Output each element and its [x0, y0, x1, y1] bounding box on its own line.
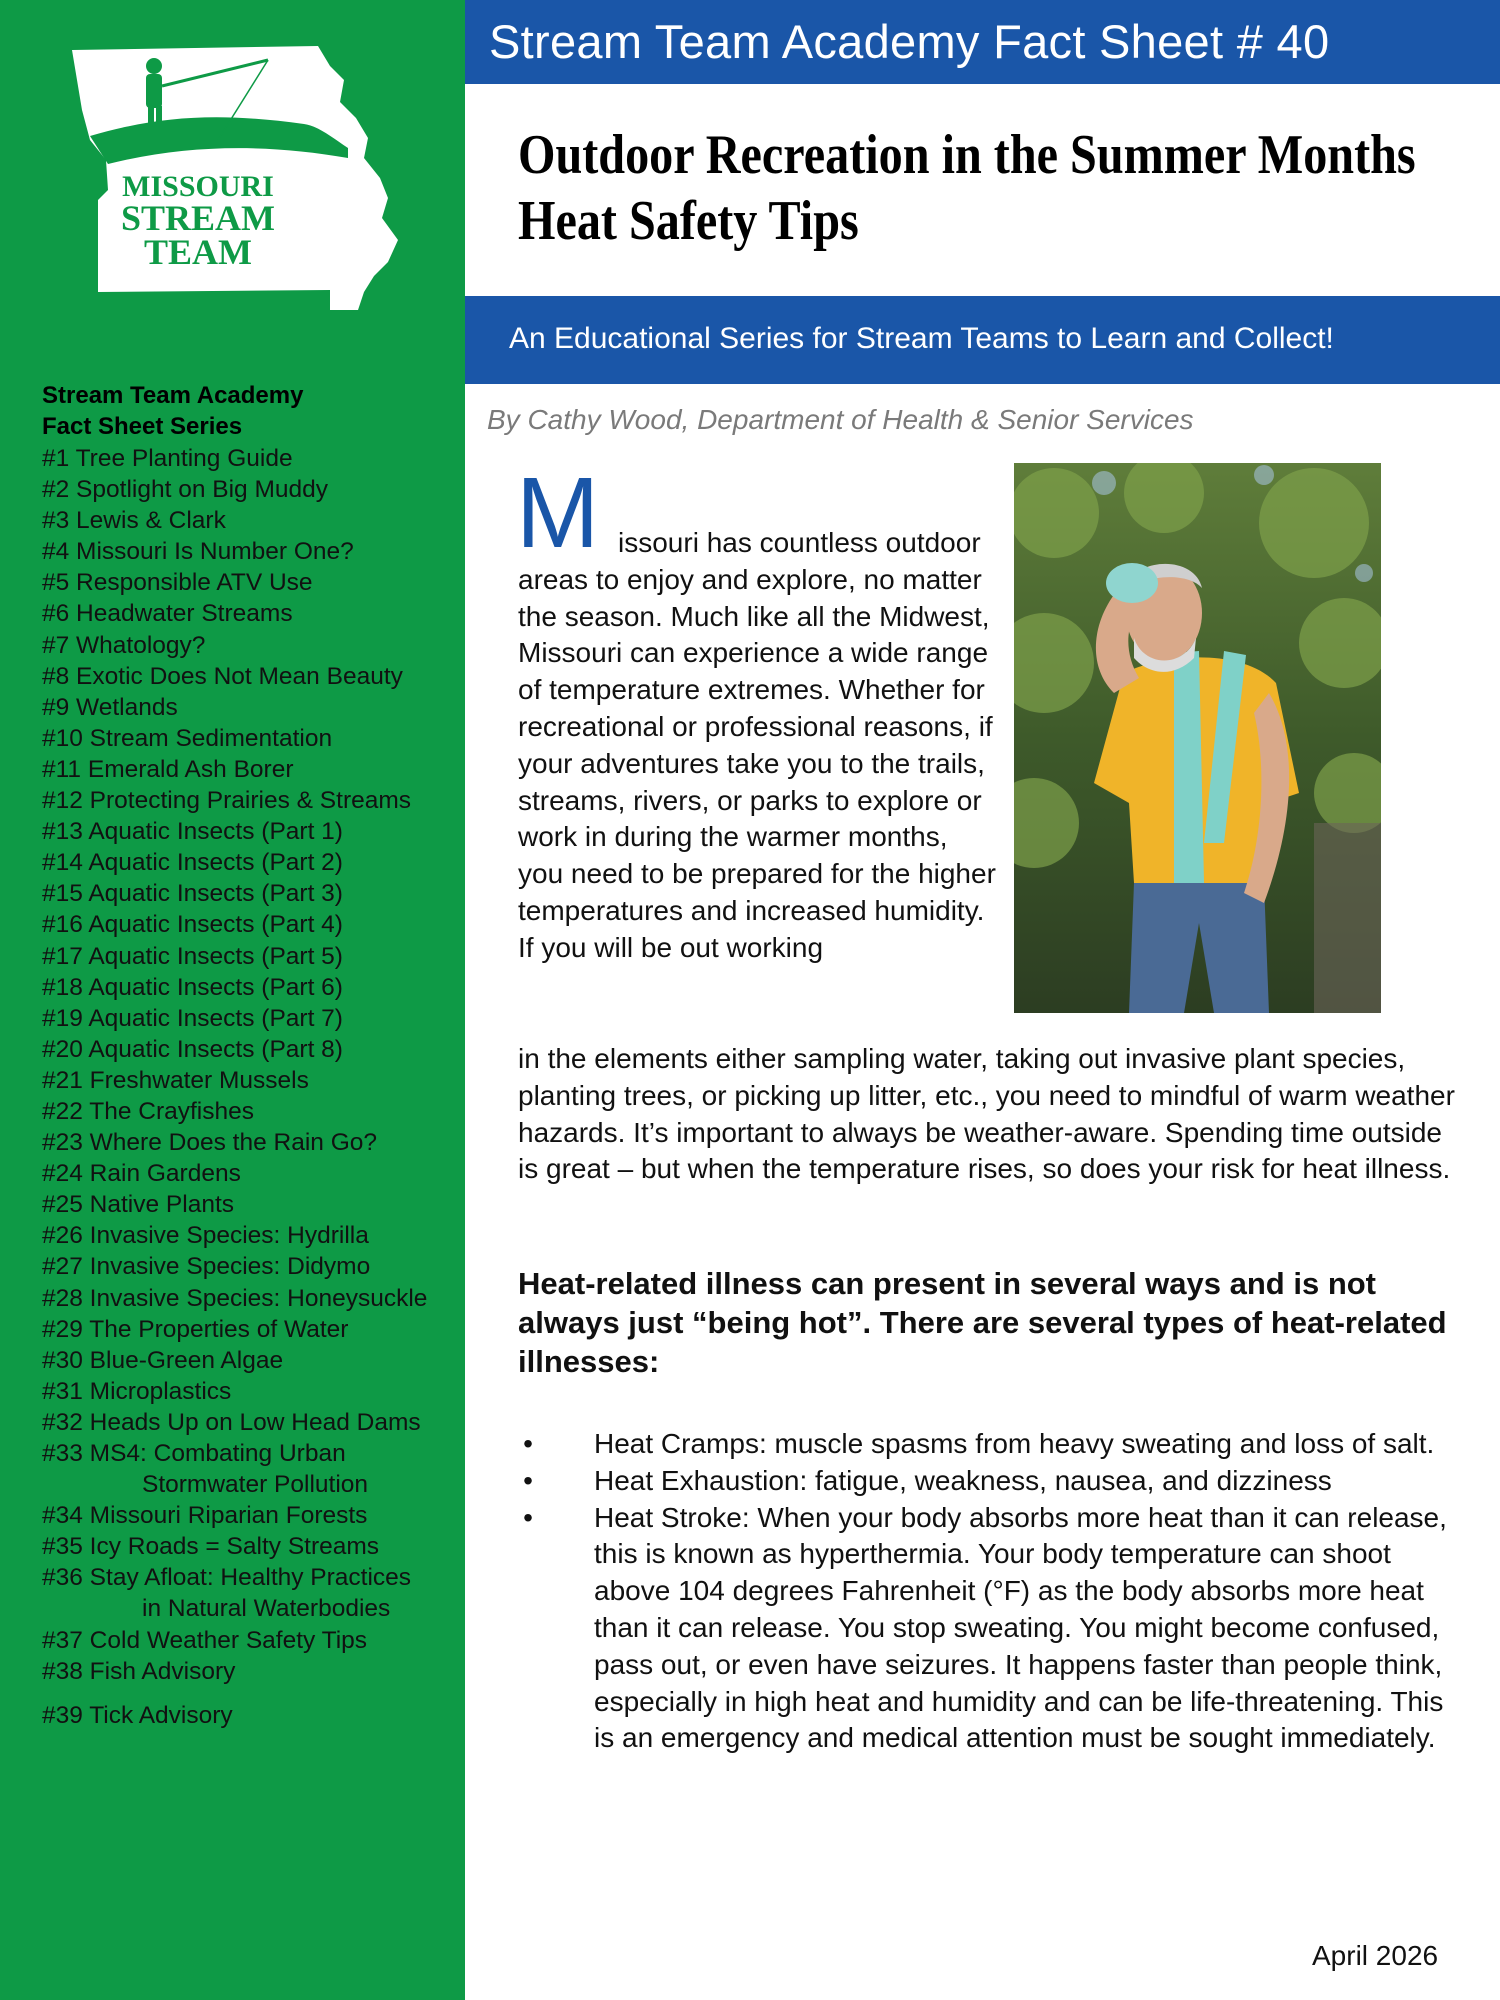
page-title-line1: Outdoor Recreation in the Summer Months — [518, 124, 1416, 186]
series-item-continuation — [42, 1593, 457, 1624]
series-item: #27 Invasive Species: Didymo — [42, 1253, 371, 1281]
logo-text-team: TEAM — [144, 232, 252, 272]
publication-date: April 2026 — [1312, 1940, 1439, 1971]
series-item-continuation — [42, 1469, 457, 1500]
illness-item-heat-cramps — [518, 1426, 1458, 1463]
series-item: #11 Emerald Ash Borer — [42, 755, 294, 783]
subtitle-bar — [465, 296, 1500, 384]
series-item: #28 Invasive Species: Honeysuckle — [42, 1284, 428, 1312]
series-item: #10 Stream Sedimentation — [42, 724, 333, 752]
series-item: #20 Aquatic Insects (Part 8) — [42, 1035, 343, 1063]
fact-sheet-number: Stream Team Academy Fact Sheet # 40 — [489, 15, 1330, 68]
section-heading: Heat-related illness can present in several ways and is not always just “being hot”. There are several types of heat-related illnesses: — [518, 1266, 1447, 1379]
logo-text-stream: STREAM — [120, 198, 276, 238]
series-item: #19 Aquatic Insects (Part 7) — [42, 1004, 343, 1032]
series-item: #18 Aquatic Insects (Part 6) — [42, 973, 343, 1001]
series-item: #36 Stay Afloat: Healthy Practices — [42, 1564, 412, 1592]
series-item: #34 Missouri Riparian Forests — [42, 1502, 368, 1530]
series-item: #2 Spotlight on Big Muddy — [42, 476, 329, 504]
illness-list — [518, 1426, 1458, 1757]
series-item: #35 Icy Roads = Salty Streams — [42, 1533, 380, 1561]
series-item: #8 Exotic Does Not Mean Beauty — [42, 662, 403, 690]
series-item: #1 Tree Planting Guide — [42, 445, 293, 472]
series-item-continuation-text: in Natural Waterbodies — [142, 1595, 391, 1623]
series-item: #25 Native Plants — [42, 1191, 235, 1219]
intro-paragraph-continued: in the elements either sampling water, taking out invasive plant species, planting trees, or picking up litter, etc., you need to mindful of warm weather hazards. It’s important to always be weather-aware. Spending time outside is great – but when the temperature rises, so does your risk for heat illness. — [518, 1043, 1455, 1185]
intro-paragraph: issouri has countless outdoor areas to enjoy and explore, no matter the season. Much like all the Midwest, Missouri can experience a wide range of temperature extremes. Whether for recreational or professional reasons, if your adventures take you to the trails, streams, rivers, or parks to explore or work in during the warmer months, you need to be prepared for the higher temperatures and increased humidity. If you will be out working — [518, 527, 996, 963]
series-item: #39 Tick Advisory — [42, 1701, 233, 1729]
series-item-continuation-text: Stormwater Pollution — [142, 1471, 369, 1499]
series-item: #21 Freshwater Mussels — [42, 1066, 309, 1094]
series-item: #3 Lewis & Clark — [42, 507, 226, 535]
series-item: #9 Wetlands — [42, 693, 178, 721]
series-item: #37 Cold Weather Safety Tips — [42, 1626, 368, 1654]
fisherman-icon — [146, 58, 162, 126]
series-item: #24 Rain Gardens — [42, 1160, 241, 1188]
series-item: #30 Blue-Green Algae — [42, 1346, 284, 1374]
missouri-stream-team-logo — [68, 40, 408, 350]
illness-item-text: Heat Stroke: When your body absorbs more heat than it can release, this is known as hyperthermia. Your body temperature can shoot above 104 degrees Fahrenheit (°F) as the body absorbs more heat than it can release. You stop sweating. You might become confused, pass out, or even have seizures. It happens faster than people think, especially in high heat and humidity and can be life-threatening. This is an emergency and medical attention must be sought immediately. — [594, 1501, 1447, 1754]
bullet-icon: • — [523, 1464, 533, 1496]
bullet-icon: • — [523, 1501, 533, 1533]
series-heading-line2: Fact Sheet Series — [42, 413, 243, 440]
series-item: #33 MS4: Combating Urban — [42, 1440, 346, 1467]
header-bar — [465, 0, 1500, 84]
logo-text-missouri: MISSOURI — [122, 170, 274, 203]
series-item: #7 Whatology? — [42, 631, 206, 659]
series-list — [42, 443, 457, 1731]
series-heading-line1: Stream Team Academy — [42, 382, 304, 409]
series-item: #13 Aquatic Insects (Part 1) — [42, 818, 343, 846]
series-heading — [42, 380, 452, 442]
series-item: #22 The Crayfishes — [42, 1097, 254, 1125]
sidebar — [0, 0, 465, 2000]
hot-man-photo — [1014, 463, 1381, 1013]
series-item: #23 Where Does the Rain Go? — [42, 1129, 378, 1157]
illness-item-heat-stroke — [518, 1500, 1458, 1758]
subtitle: An Educational Series for Stream Teams to Learn and Collect! — [509, 322, 1334, 355]
illness-item-text: Heat Cramps: muscle spasms from heavy sweating and loss of salt. — [594, 1428, 1435, 1459]
series-item: #14 Aquatic Insects (Part 2) — [42, 849, 343, 877]
series-item: #17 Aquatic Insects (Part 5) — [42, 942, 343, 970]
series-item: #38 Fish Advisory — [42, 1657, 236, 1685]
series-item: #6 Headwater Streams — [42, 600, 293, 628]
series-item: #15 Aquatic Insects (Part 3) — [42, 880, 343, 908]
series-item: #16 Aquatic Insects (Part 4) — [42, 911, 343, 939]
series-item: #12 Protecting Prairies & Streams — [42, 787, 412, 815]
dropcap: M — [516, 457, 600, 569]
bullet-icon: • — [523, 1428, 533, 1459]
page-title — [518, 122, 1416, 254]
series-item: #29 The Properties of Water — [42, 1315, 349, 1343]
series-item: #5 Responsible ATV Use — [42, 569, 313, 597]
byline: By Cathy Wood, Department of Health & Senior Services — [487, 404, 1194, 435]
series-item: #32 Heads Up on Low Head Dams — [42, 1408, 421, 1436]
illness-item-text: Heat Exhaustion: fatigue, weakness, nausea, and dizziness — [594, 1464, 1332, 1496]
series-item: #31 Microplastics — [42, 1377, 232, 1405]
series-item: #4 Missouri Is Number One? — [42, 538, 354, 566]
series-item: #26 Invasive Species: Hydrilla — [42, 1222, 369, 1250]
illness-item-heat-exhaustion — [518, 1463, 1458, 1500]
page-title-line2: Heat Safety Tips — [518, 190, 859, 252]
